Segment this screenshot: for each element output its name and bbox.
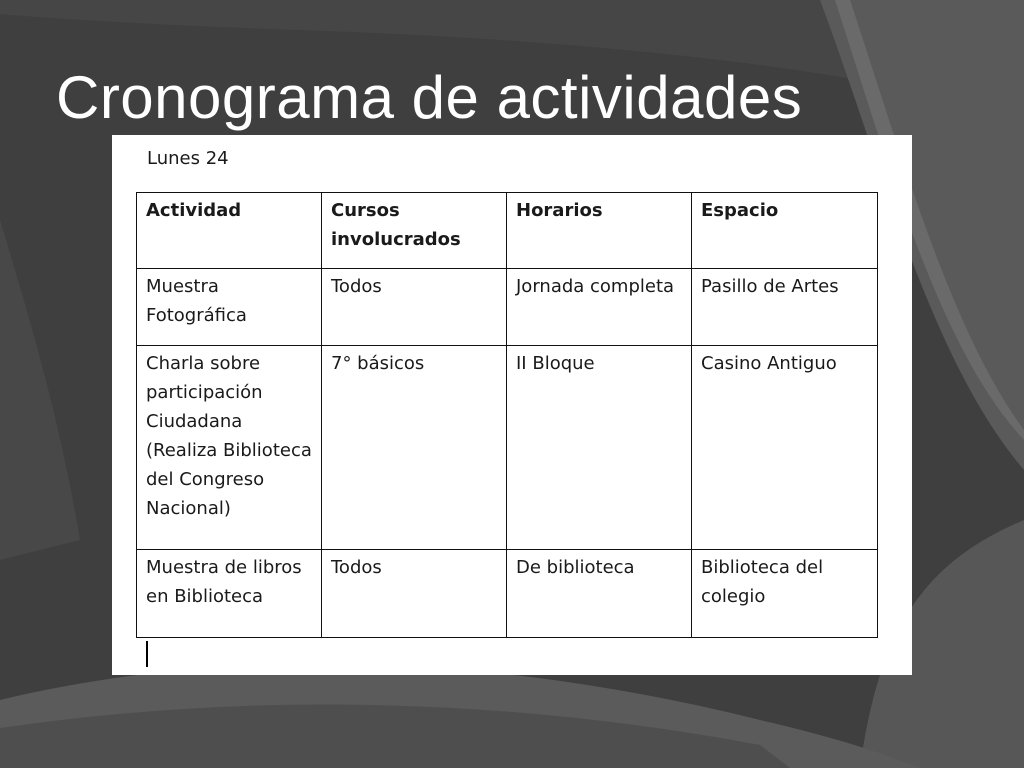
schedule-table [136, 192, 878, 638]
text-cursor [146, 641, 148, 667]
header-cursos: Cursos involucrados [322, 193, 507, 269]
table-header-row [137, 193, 878, 269]
table-cell: II Bloque [507, 346, 692, 550]
table-cell: Pasillo de Artes [692, 269, 878, 346]
document-snapshot [112, 135, 912, 675]
table-cell: Muestra de libros en Biblioteca [137, 550, 322, 638]
table-cell: De biblioteca [507, 550, 692, 638]
header-espacio: Espacio [692, 193, 878, 269]
table-cell: Charla sobre participación Ciudadana (Realiza Biblioteca del Congreso Nacional) [137, 346, 322, 550]
table-cell: Jornada completa [507, 269, 692, 346]
table-cell: 7° básicos [322, 346, 507, 550]
slide-title: Cronograma de actividades [56, 64, 803, 131]
header-horarios: Horarios [507, 193, 692, 269]
table-row [137, 346, 878, 550]
document-heading: Lunes 24 [147, 148, 229, 169]
table-row [137, 550, 878, 638]
table-cell: Todos [322, 550, 507, 638]
table-cell: Muestra Fotográfica [137, 269, 322, 346]
table-row [137, 269, 878, 346]
table-cell: Todos [322, 269, 507, 346]
table-cell: Casino Antiguo [692, 346, 878, 550]
header-actividad: Actividad [137, 193, 322, 269]
table-cell: Biblioteca del colegio [692, 550, 878, 638]
